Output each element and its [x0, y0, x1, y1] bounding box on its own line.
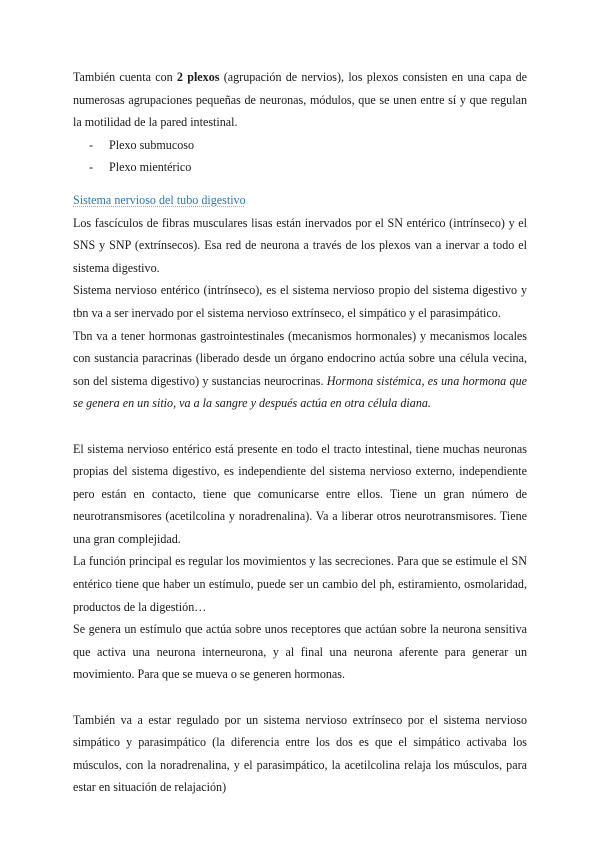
paragraph-7: También va a estar regulado por un sistema nervioso extrínseco por el sistema nervioso simpático y parasimpático (la diferencia entre los dos es que el simpático activaba los músculos, con la noradrenalina, y el parasimpático, la acetilcolina relaja los músculos, para estar en situación de relajación) — [73, 712, 527, 795]
intro-paragraph — [73, 66, 527, 134]
paragraph-3-text: Tbn va a tener hormonas gastrointestinales (mecanismos hormonales) y mecanismos locales con sustancia paracrinas (liberado desde un órgano endocrino actúa sobre una célula vecina, son del sistema digestivo) y sustancias neurocrinas. — [73, 328, 527, 388]
paragraph-5: La función principal es regular los movimientos y las secreciones. Para que se estimule el SN entérico tiene que haber un estímulo, puede ser un cambio del ph, estiramiento, osmolaridad, productos de la digestión… — [73, 554, 527, 614]
paragraph-gap — [73, 686, 527, 709]
list-dash: - — [89, 137, 94, 152]
paragraph-6: Se genera un estímulo que actúa sobre unos receptores que actúan sobre la neurona sensitiva que activa una neurona interneurona, y al final una neurona aferente para generar un movimiento. Para que se mueva o se generen hormonas. — [73, 622, 527, 682]
list-dash: - — [89, 160, 94, 175]
list-item-label: Plexo submucoso — [109, 137, 194, 152]
paragraph-2: Sistema nervioso entérico (intrínseco), es el sistema nervioso propio del sistema digestivo y tbn va a ser inervado por el sistema nervioso extrínseco, el simpático y el parasimpático. — [73, 283, 527, 320]
paragraph-gap — [73, 415, 527, 438]
paragraph-1: Los fascículos de fibras musculares lisas están inervados por el SN entérico (intrínseco) y el SNS y SNP (extrínsecos). Esa red de neurona a través de los plexos van a inervar a todo el sistema digestivo. — [73, 215, 527, 275]
intro-bold-term: 2 plexos — [176, 70, 220, 84]
intro-text-start: También cuenta con — [73, 70, 177, 84]
intro-text-end: (agrupación de nervios), los plexos consisten en una capa de numerosas agrupaciones pequeñas de neuronas, módulos, que se unen entre sí y que regulan la motilidad de la pared intestinal. — [73, 70, 527, 130]
list-item — [89, 134, 527, 157]
paragraph-3 — [73, 325, 527, 415]
list-item — [89, 156, 527, 179]
paragraph-3-italic: Hormona sistémica, es una hormona que se genera en un sitio, va a la sangre y después actúa en otra célula diana. — [73, 373, 527, 411]
list-item-label: Plexo mientérico — [109, 160, 192, 175]
plexos-list — [73, 134, 527, 179]
document-body — [73, 66, 527, 799]
paragraph-4: El sistema nervioso entérico está presente en todo el tracto intestinal, tiene muchas neuronas propias del sistema digestivo, es independiente del sistema nervioso externo, independiente pero están en contacto, tiene que comunicarse entre ellos. Tiene un gran número de neurotransmisores (acetilcolina y noradrenalina). Va a liberar otros neurotransmisores. Tiene una gran complejidad. — [73, 441, 527, 546]
section-heading: Sistema nervioso del tubo digestivo — [73, 192, 246, 207]
